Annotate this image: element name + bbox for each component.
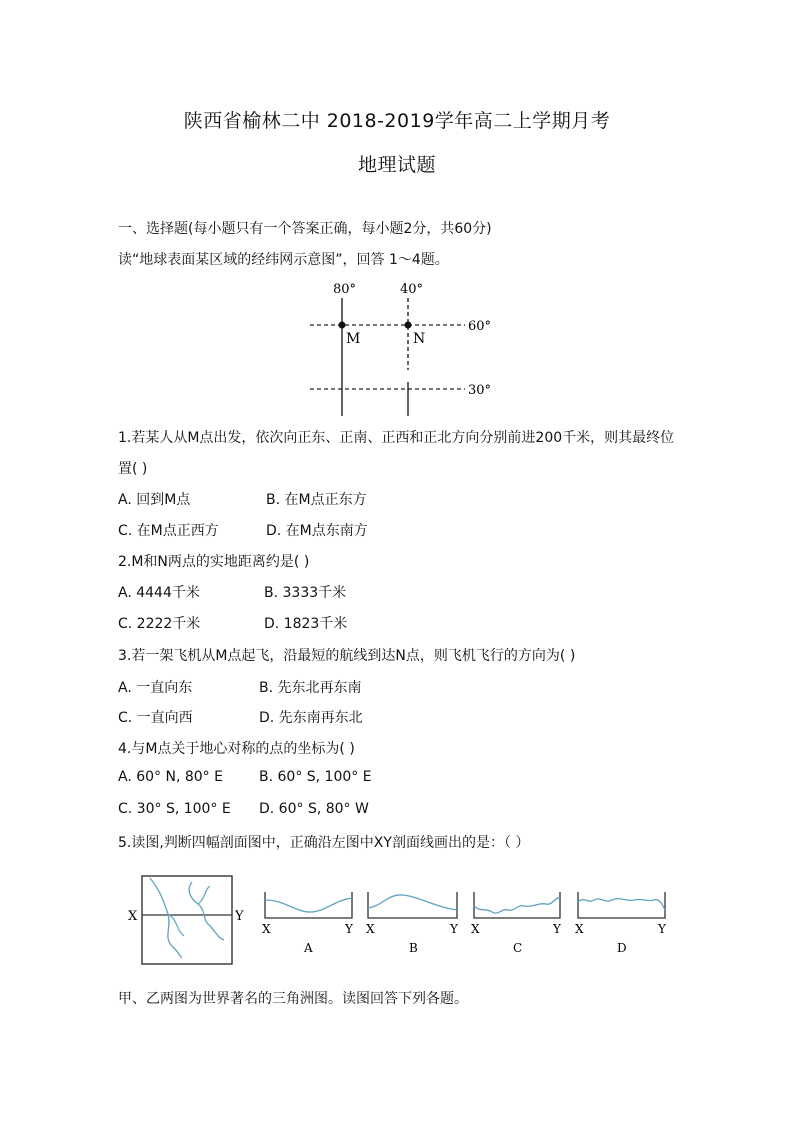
map-label-y: Y	[235, 909, 244, 924]
river-left-branch	[168, 914, 184, 936]
lat-label-bottom: 30°	[468, 383, 492, 398]
page-title: 陕西省榆林二中 2018-2019学年高二上学期月考	[183, 110, 611, 132]
profile-c-frame	[474, 892, 560, 918]
point-m-marker	[339, 322, 346, 329]
profile-a-label: A	[304, 941, 313, 955]
profile-d	[575, 892, 667, 955]
profile-d-x: X	[575, 922, 584, 936]
profile-a-frame	[265, 892, 352, 918]
question-2-option-c[interactable]: C. 2222千米	[118, 616, 201, 632]
question-1-stem-cont: 置( )	[118, 461, 148, 477]
page-subtitle: 地理试题	[357, 154, 436, 176]
question-2-option-d[interactable]: D. 1823千米	[264, 616, 348, 632]
point-n-label: N	[413, 331, 426, 347]
profile-c-x: X	[471, 922, 480, 936]
question-3-option-b[interactable]: B. 先东北再东南	[259, 680, 362, 696]
profile-d-label: D	[617, 941, 627, 955]
section-heading: 一、选择题(每小题只有一个答案正确，每小题2分，共60分)	[118, 221, 492, 237]
section-intro: 读“地球表面某区域的经纬网示意图”，回答 1～4题。	[118, 252, 449, 268]
profile-d-frame	[578, 892, 665, 918]
profile-c	[471, 892, 562, 955]
lon-label-right: 40°	[400, 282, 424, 297]
lat-label-top: 60°	[468, 319, 492, 334]
profile-a	[262, 892, 354, 955]
question-2-stem: 2.M和N两点的实地距离约是( )	[118, 554, 310, 570]
question-2-option-a[interactable]: A. 4444千米	[118, 585, 200, 601]
profile-c-curve	[474, 898, 560, 913]
question-3-stem: 3.若一架飞机从M点起飞，沿最短的航线到达N点，则飞机飞行的方向为( )	[118, 648, 576, 664]
question-2-option-b[interactable]: B. 3333千米	[264, 585, 347, 601]
profile-b-label: B	[409, 941, 418, 955]
question-3-option-a[interactable]: A. 一直向东	[118, 680, 193, 696]
question-4-option-c[interactable]: C. 30° S, 100° E	[118, 801, 231, 817]
profile-b-frame	[368, 892, 457, 918]
profile-a-y: Y	[345, 922, 353, 936]
river-right-branch	[198, 886, 210, 904]
question-4-option-d[interactable]: D. 60° S, 80° W	[259, 801, 369, 817]
profile-c-y: Y	[553, 922, 561, 936]
question-3-option-c[interactable]: C. 一直向西	[118, 710, 193, 726]
profile-b-x: X	[366, 922, 375, 936]
profile-c-label: C	[513, 941, 523, 955]
question-1-option-c[interactable]: C. 在M点正西方	[118, 523, 219, 539]
profile-d-y: Y	[658, 922, 666, 936]
question-3-option-d[interactable]: D. 先东南再东北	[259, 710, 363, 726]
question-4-option-a[interactable]: A. 60° N, 80° E	[118, 769, 223, 785]
question-4-option-b[interactable]: B. 60° S, 100° E	[259, 769, 372, 785]
profile-b	[366, 892, 459, 955]
delta-intro-text: 甲、乙两图为世界著名的三角洲图。读图回答下列各题。	[118, 991, 468, 1007]
point-n-marker	[405, 322, 412, 329]
profile-a-x: X	[262, 922, 271, 936]
profile-a-curve	[265, 898, 352, 912]
map-label-x: X	[128, 909, 138, 924]
lat-lon-grid-figure	[300, 278, 510, 418]
profile-figure	[120, 868, 680, 972]
question-1-option-d[interactable]: D. 在M点东南方	[266, 523, 368, 539]
question-4-stem: 4.与M点关于地心对称的点的坐标为( )	[118, 741, 355, 757]
terrain-map-frame	[142, 876, 232, 964]
profile-b-curve	[368, 895, 457, 910]
question-5-stem: 5.读图,判断四幅剖面图中，正确沿左图中XY剖面线画出的是：（ ）	[118, 835, 530, 851]
profile-d-curve	[578, 899, 665, 910]
river-left	[150, 878, 182, 958]
lon-label-left: 80°	[333, 282, 357, 297]
profile-b-y: Y	[450, 922, 458, 936]
question-1-option-a[interactable]: A. 回到M点	[118, 492, 191, 508]
point-m-label: M	[346, 331, 361, 347]
question-1-option-b[interactable]: B. 在M点正东方	[266, 492, 367, 508]
question-1-stem: 1.若某人从M点出发，依次向正东、正南、正西和正北方向分别前进200千米，则其最终位	[118, 430, 675, 446]
